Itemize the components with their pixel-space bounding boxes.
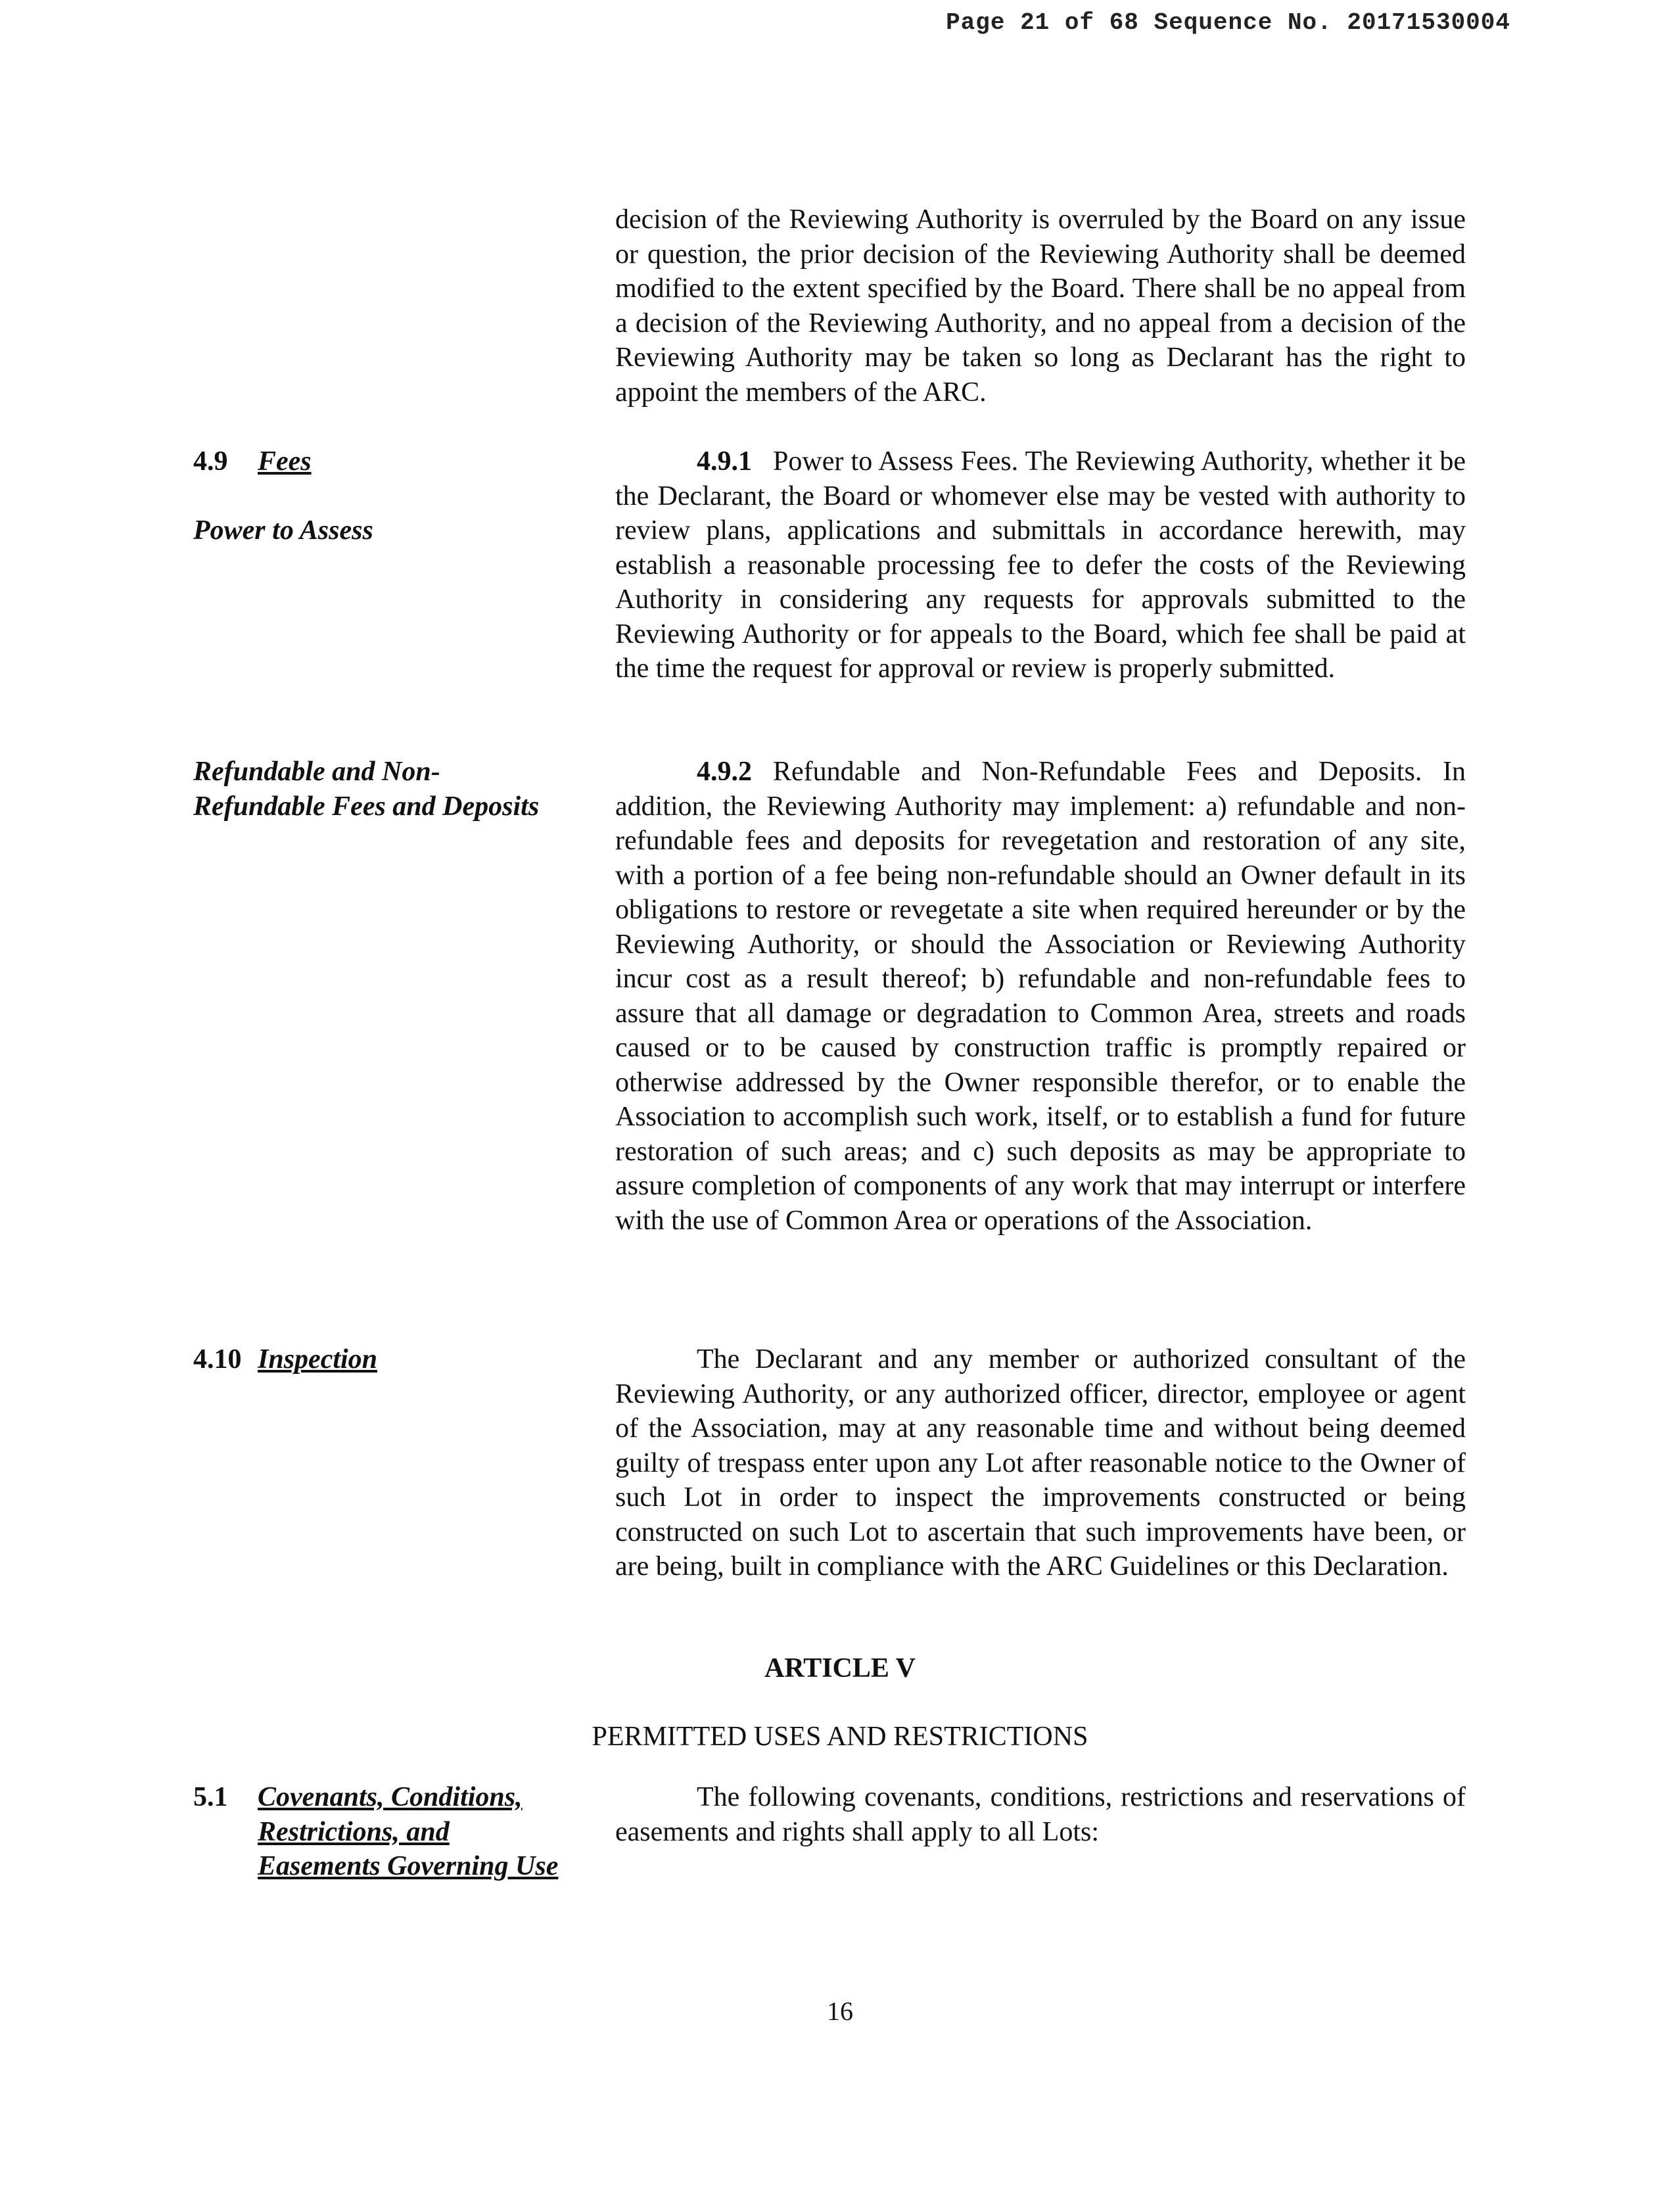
- section-5-1-heading: [193, 1780, 558, 1884]
- section-4-10-number: 4.10: [193, 1344, 242, 1374]
- section-4-9-2-paragraph: [615, 755, 1466, 1238]
- section-4-9-2-side-line2: Refundable Fees and Deposits: [193, 791, 540, 822]
- section-4-9-1-paragraph: [615, 444, 1466, 686]
- section-5-1-title-line3: Easements Governing Use: [258, 1851, 559, 1881]
- section-4-9-1-text: Power to Assess Fees. The Reviewing Authority, whether it be the Declarant, the Board or whomever else may be vested with authority to review plans, applications and submittals in accordance herewith, may establish a reasonable processing fee to defer the costs of the Reviewing Authority in considering any requests for approvals submitted to the Reviewing Authority or for appeals to the Board, which fee shall be paid at the time the request for approval or review is properly submitted.: [615, 446, 1466, 684]
- section-4-9-2-number: 4.9.2: [697, 757, 752, 787]
- section-5-1-title-line2: Restrictions, and: [258, 1816, 450, 1847]
- section-4-10-title: Inspection: [258, 1344, 378, 1374]
- continuation-paragraph: decision of the Reviewing Authority is overruled by the Board on any issue or question, the prior decision of the Reviewing Authority shall be deemed modified to the extent specified by the Board. There shall be no appeal from a decision of the Reviewing Authority, and no appeal from a decision of the Reviewing Authority may be taken so long as Declarant has the right to appoint the members of the ARC.: [615, 204, 1466, 408]
- article-subheading: PERMITTED USES AND RESTRICTIONS: [592, 1722, 1088, 1752]
- section-5-1-paragraph: The following covenants, conditions, restrictions and reservations of easements and rights shall apply to all Lots:: [615, 1782, 1466, 1847]
- section-4-10-heading: [193, 1342, 377, 1377]
- article-heading: ARTICLE V: [764, 1653, 916, 1683]
- section-4-9-2-side-line1: Refundable and Non-: [193, 757, 440, 787]
- section-4-9-1-number: 4.9.1: [697, 446, 752, 477]
- section-5-1-title-line1: Covenants, Conditions,: [258, 1782, 523, 1812]
- section-4-9-2-text: Refundable and Non-Refundable Fees and Deposits. In addition, the Reviewing Authority may implement: a) refundable and non-refundable fees and deposits for revegetation and restoration of any site, with a portion of a fee being non-refundable should an Owner default in its obligations to restore or revegetate a site when required hereunder or by the Reviewing Authority, or should the Association or Reviewing Authority incur cost as a result thereof; b) refundable and non-refundable fees to assure that all damage or degradation to Common Area, streets and roads caused or to be caused by construction traffic is promptly repaired or otherwise addressed by the Owner responsible therefor, or to enable the Association to accomplish such work, itself, or to establish a fund for future restoration of such areas; and c) such deposits as may be appropriate to assure completion of components of any work that may interrupt or interfere with the use of Common Area or operations of the Association.: [615, 757, 1466, 1236]
- page-sequence-header: Page 21 of 68 Sequence No. 20171530004: [946, 9, 1510, 36]
- section-5-1-title: [258, 1780, 558, 1884]
- section-4-10-paragraph: The Declarant and any member or authorized consultant of the Reviewing Authority, or any authorized officer, director, employee or agent of the Association, may at any reasonable time and without being deemed guilty of trespass enter upon any Lot after reasonable notice to the Owner of such Lot in order to inspect the improvements constructed or being constructed on such Lot to ascertain that such improvements have been, or are being, built in compliance with the ARC Guidelines or this Declaration.: [615, 1344, 1466, 1582]
- page-number: 16: [827, 1996, 853, 2026]
- section-5-1-number: 5.1: [193, 1782, 228, 1812]
- section-4-9-number: 4.9: [193, 446, 228, 477]
- section-4-9-2-side-label: [193, 755, 539, 824]
- section-4-9-1-side-label: Power to Assess: [193, 515, 373, 546]
- section-4-9-title: Fees: [258, 446, 312, 477]
- section-4-9-heading: [193, 444, 312, 479]
